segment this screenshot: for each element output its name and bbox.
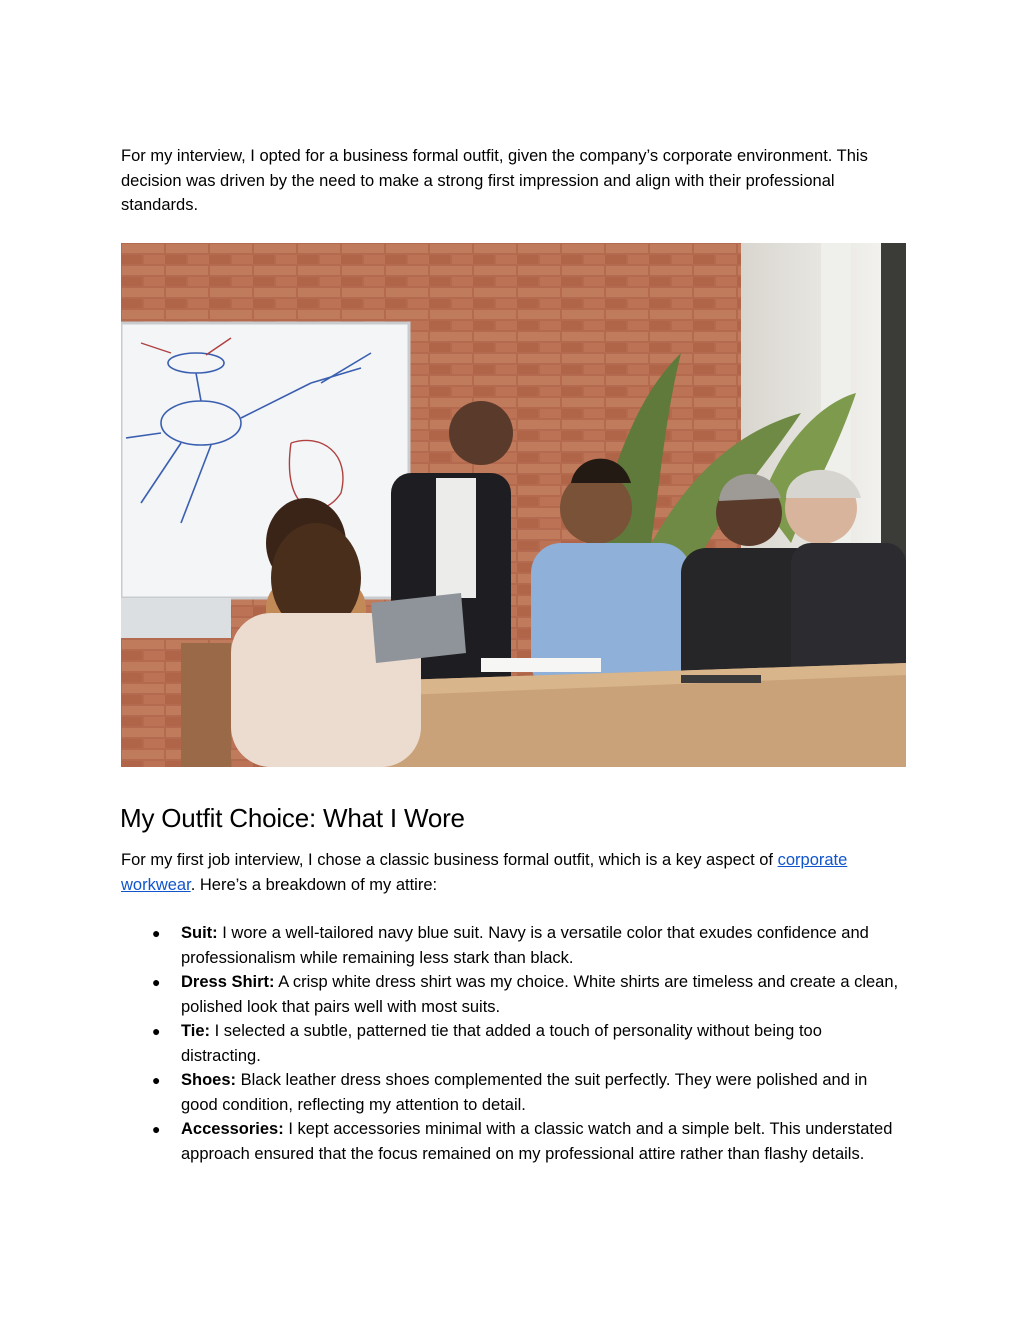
list-item	[121, 1019, 901, 1068]
item-text: I wore a well-tailored navy blue suit. Navy is a versatile color that exudes confidence and professionalism while remaining less stark than black.	[181, 924, 869, 967]
item-label: Tie:	[181, 1022, 211, 1040]
bullet-icon: ●	[152, 925, 161, 941]
item-text: I kept accessories minimal with a classic watch and a simple belt. This understated approach ensured that the focus remained on my professional attire rather than flashy details.	[181, 1120, 893, 1163]
bullet-icon: ●	[152, 1121, 161, 1137]
section-heading: My Outfit Choice: What I Wore	[120, 803, 465, 833]
item-label: Shoes:	[181, 1071, 237, 1089]
item-text: Black leather dress shoes complemented the suit perfectly. They were polished and in good condition, reflecting my attention to detail.	[181, 1071, 868, 1114]
intro-paragraph: For my interview, I opted for a business formal outfit, given the company’s corporate environment. This decision was driven by the need to make a strong first impression and align with their professional standards.	[121, 147, 868, 214]
lead-text-after: . Here’s a breakdown of my attire:	[190, 875, 438, 894]
attire-list	[121, 921, 901, 1166]
item-label: Dress Shirt:	[181, 973, 275, 991]
list-item	[121, 1117, 901, 1166]
bullet-icon: ●	[152, 1023, 161, 1039]
item-text: A crisp white dress shirt was my choice. White shirts are timeless and create a clean, polished look that pairs well with most suits.	[181, 973, 899, 1016]
meeting-photo	[121, 243, 906, 767]
bullet-icon: ●	[152, 974, 161, 990]
list-item	[121, 970, 901, 1019]
item-label: Accessories:	[181, 1120, 284, 1138]
lead-paragraph	[121, 848, 901, 897]
item-label: Suit:	[181, 924, 218, 942]
list-item	[121, 921, 901, 970]
bullet-icon: ●	[152, 1072, 161, 1088]
lead-text-before: For my first job interview, I chose a classic business formal outfit, which is a key aspect of	[121, 851, 778, 869]
corporate-workwear-link[interactable]: corporate workwear	[121, 851, 848, 894]
list-item	[121, 1068, 901, 1117]
item-text: I selected a subtle, patterned tie that added a touch of personality without being too distracting.	[181, 1022, 822, 1065]
